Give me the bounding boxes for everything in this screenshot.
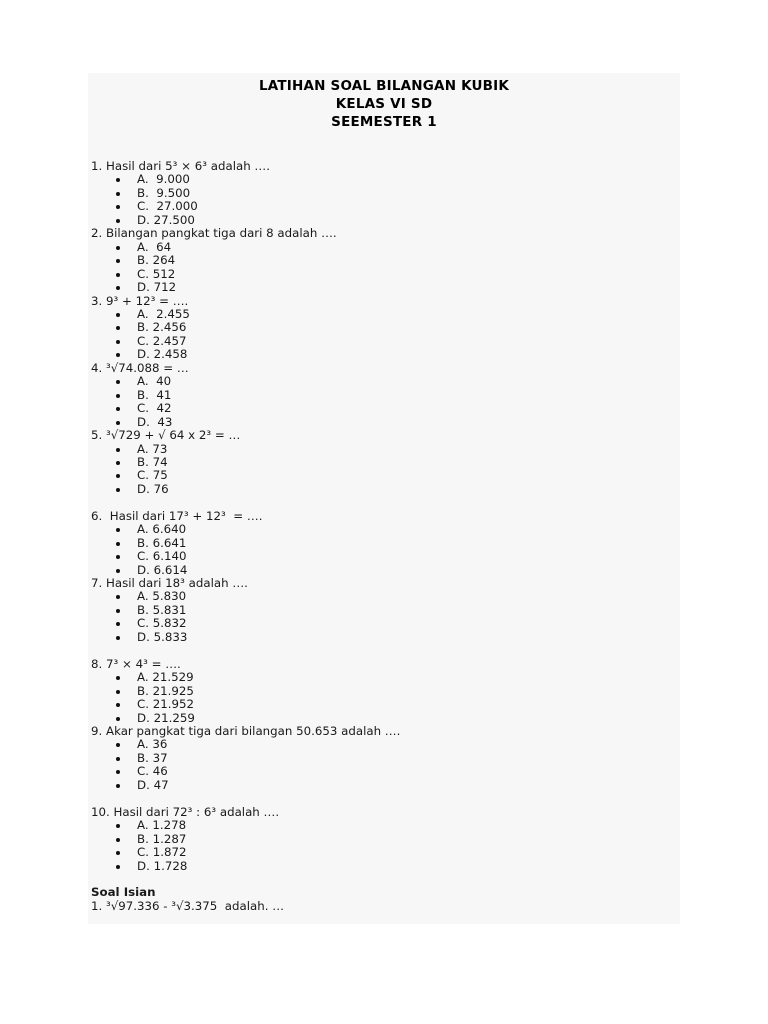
options-3: [91, 308, 671, 362]
title-line-1: LATIHAN SOAL BILANGAN KUBIK: [258, 78, 510, 94]
option: B. 2.456: [91, 321, 671, 334]
option: C. 21.952: [91, 698, 671, 711]
option: B. 1.287: [91, 833, 671, 846]
option: B. 264: [91, 254, 671, 267]
option: D. 47: [91, 779, 671, 792]
question-6: 6. Hasil dari 17³ + 12³ = ….: [91, 508, 263, 523]
spacer: [91, 873, 671, 886]
question-7: 7. Hasil dari 18³ adalah ….: [91, 576, 248, 591]
title-line-3: SEEMESTER 1: [331, 114, 437, 130]
question-3: 3. 9³ + 12³ = ….: [91, 293, 189, 308]
option: C. 6.140: [91, 550, 671, 563]
question-2: 2. Bilangan pangkat tiga dari 8 adalah ….: [91, 226, 337, 241]
option: A. 9.000: [91, 173, 671, 186]
spacer: [91, 496, 671, 509]
option: C. 1.872: [91, 846, 671, 859]
option: C. 2.457: [91, 335, 671, 348]
options-8: [91, 671, 671, 725]
spacer: [91, 644, 671, 657]
question-10: 10. Hasil dari 72³ : 6³ adalah ….: [91, 804, 280, 819]
option: D. 712: [91, 281, 671, 294]
options-6: [91, 523, 671, 577]
option: B. 9.500: [91, 187, 671, 200]
option: D. 5.833: [91, 631, 671, 644]
spacer: [91, 792, 671, 805]
option: B. 21.925: [91, 685, 671, 698]
options-5: [91, 443, 671, 497]
option: A. 40: [91, 375, 671, 388]
option: D. 43: [91, 416, 671, 429]
option: D. 76: [91, 483, 671, 496]
question-5: 5. ³√729 + √ 64 x 2³ = …: [91, 428, 241, 443]
option: B. 6.641: [91, 537, 671, 550]
essay-section-label: Soal Isian: [91, 885, 156, 900]
option: C. 27.000: [91, 200, 671, 213]
option: A. 2.455: [91, 308, 671, 321]
document-title: [88, 77, 680, 131]
question-1: 1. Hasil dari 5³ × 6³ adalah ….: [91, 159, 270, 173]
options-7: [91, 590, 671, 644]
option: D. 27.500: [91, 214, 671, 227]
option: B. 5.831: [91, 604, 671, 617]
options-10: [91, 819, 671, 873]
option: A. 64: [91, 241, 671, 254]
options-2: [91, 241, 671, 295]
options-1: [91, 173, 671, 227]
option: B. 41: [91, 389, 671, 402]
option: D. 21.259: [91, 712, 671, 725]
option: D. 2.458: [91, 348, 671, 361]
option: A. 5.830: [91, 590, 671, 603]
option: D. 1.728: [91, 860, 671, 873]
question-8: 8. 7³ × 4³ = ….: [91, 656, 181, 671]
option: C. 46: [91, 765, 671, 778]
question-list: [91, 160, 671, 913]
question-9: 9. Akar pangkat tiga dari bilangan 50.653 adalah ….: [91, 724, 401, 738]
option: A. 1.278: [91, 819, 671, 832]
document-page: [88, 73, 680, 924]
option: A. 73: [91, 443, 671, 456]
question-4: 4. ³√74.088 = …: [91, 360, 189, 375]
option: C. 42: [91, 402, 671, 415]
option: A. 36: [91, 738, 671, 751]
option: A. 21.529: [91, 671, 671, 684]
options-9: [91, 738, 671, 792]
option: C. 5.832: [91, 617, 671, 630]
title-line-2: KELAS VI SD: [335, 96, 433, 112]
essay-question-1: 1. ³√97.336 - ³√3.375 adalah. …: [91, 898, 285, 913]
option: D. 6.614: [91, 564, 671, 577]
option: C. 75: [91, 469, 671, 482]
options-4: [91, 375, 671, 429]
option: A. 6.640: [91, 523, 671, 536]
option: B. 37: [91, 752, 671, 765]
option: B. 74: [91, 456, 671, 469]
option: C. 512: [91, 268, 671, 281]
